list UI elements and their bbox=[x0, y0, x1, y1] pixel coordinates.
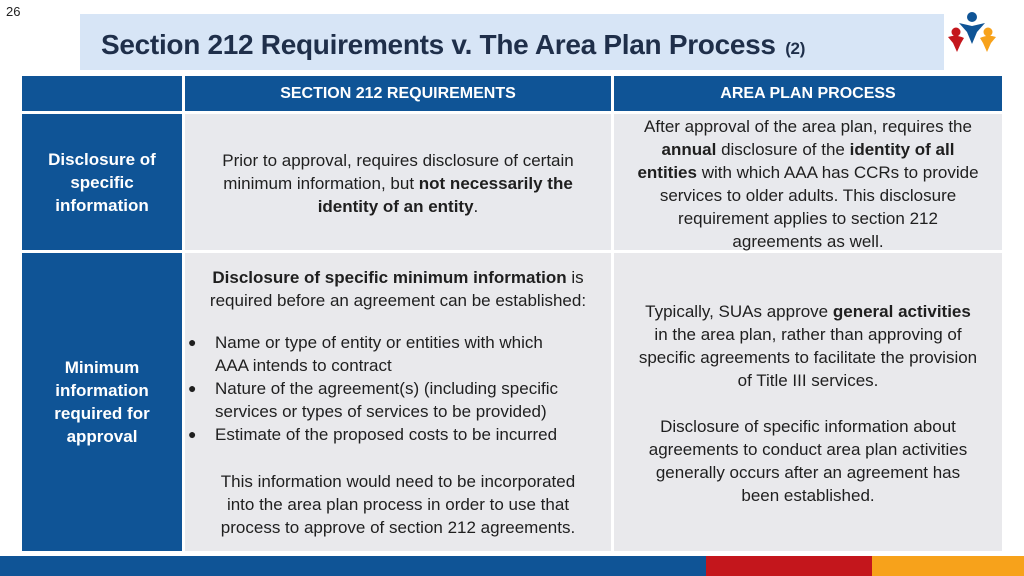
row-label-disclosure-text bbox=[22, 148, 182, 217]
cell-minimum-info-section212 bbox=[185, 253, 611, 551]
title-banner bbox=[80, 14, 944, 70]
list-item bbox=[185, 331, 607, 377]
text-plain: disclosure of the bbox=[716, 140, 850, 159]
text-line bbox=[614, 161, 1002, 184]
text-plain: . bbox=[473, 197, 479, 216]
people-logo-icon bbox=[944, 8, 1000, 56]
text-line: requirement applies to section 212 bbox=[678, 209, 938, 228]
footer-bar-orange bbox=[872, 556, 1024, 576]
label-line: Minimum bbox=[64, 358, 140, 377]
row-label-minimum-info bbox=[22, 253, 182, 551]
text-line: After approval of the area plan, requires the bbox=[644, 117, 972, 136]
list-item bbox=[185, 377, 607, 423]
page-title-suffix: (2) bbox=[785, 39, 806, 58]
text-line bbox=[189, 172, 607, 195]
text-line bbox=[189, 195, 607, 218]
row-label-minimum-info-text bbox=[22, 356, 182, 448]
label-line: approval bbox=[66, 427, 138, 446]
text-line: been established. bbox=[741, 486, 875, 505]
text-line: Estimate of the proposed costs to be incurred bbox=[215, 425, 558, 444]
minimum-info-closing bbox=[189, 470, 607, 539]
bullet-icon: ● bbox=[188, 426, 197, 442]
text-line: Nature of the agreement(s) (including specific bbox=[215, 379, 558, 398]
text-line: process to approve of section 212 agreements. bbox=[220, 518, 576, 537]
header-area-plan bbox=[614, 76, 1002, 111]
minimum-info-intro bbox=[185, 266, 611, 312]
text-line: required before an agreement can be established: bbox=[209, 291, 587, 310]
text-line: Name or type of entity or entities with which bbox=[215, 333, 543, 352]
disclosure-section212-text bbox=[189, 149, 607, 218]
minimum-info-area-plan-p2 bbox=[614, 415, 1002, 507]
text-line: specific agreements to facilitate the provision bbox=[638, 348, 978, 367]
text-bold: not necessarily the bbox=[418, 174, 573, 193]
disclosure-area-plan-text bbox=[614, 115, 1002, 253]
text-line: AAA intends to contract bbox=[215, 356, 392, 375]
text-line: agreements as well. bbox=[732, 232, 884, 251]
text-plain: Typically, SUAs approve bbox=[645, 302, 833, 321]
cell-minimum-info-area-plan bbox=[614, 253, 1002, 551]
bullet-icon: ● bbox=[188, 380, 197, 396]
text-line: This information would need to be incorporated bbox=[220, 472, 576, 491]
text-line: in the area plan, rather than approving of bbox=[654, 325, 962, 344]
header-section212-label: SECTION 212 REQUIREMENTS bbox=[280, 84, 516, 102]
text-bold: general activities bbox=[832, 302, 971, 321]
text-line bbox=[614, 300, 1002, 323]
text-bold: entities bbox=[637, 163, 697, 182]
label-line: Disclosure of bbox=[48, 150, 156, 169]
page-title-main: Section 212 Requirements v. The Area Plan Process bbox=[101, 29, 776, 60]
header-section212 bbox=[185, 76, 611, 111]
text-bold: annual bbox=[661, 140, 717, 159]
text-plain: with which AAA has CCRs to provide bbox=[696, 163, 979, 182]
text-bold: identity of an entity bbox=[317, 197, 474, 216]
minimum-info-area-plan-p1 bbox=[614, 300, 1002, 392]
label-line: information bbox=[55, 196, 149, 215]
text-line: services to older adults. This disclosure bbox=[659, 186, 957, 205]
text-line: Disclosure of specific information about bbox=[660, 417, 956, 436]
header-area-plan-label: AREA PLAN PROCESS bbox=[720, 84, 896, 102]
text-line: services or types of services to be provided) bbox=[215, 402, 547, 421]
requirements-bullet-list bbox=[185, 331, 607, 446]
text-line: Prior to approval, requires disclosure of certain bbox=[222, 151, 574, 170]
page-number: 26 bbox=[6, 4, 21, 19]
text-line: of Title III services. bbox=[737, 371, 879, 390]
text-bold: Disclosure of specific minimum information bbox=[212, 268, 567, 287]
text-line bbox=[185, 266, 611, 289]
page-title bbox=[101, 29, 805, 61]
label-line: required for bbox=[54, 404, 150, 423]
text-line bbox=[614, 138, 1002, 161]
text-plain: minimum information, but bbox=[223, 174, 419, 193]
cell-disclosure-section212 bbox=[185, 114, 611, 250]
row-label-disclosure bbox=[22, 114, 182, 250]
list-item bbox=[185, 423, 607, 446]
text-line: generally occurs after an agreement has bbox=[655, 463, 961, 482]
footer-bar-red bbox=[706, 556, 872, 576]
label-line: specific bbox=[70, 173, 134, 192]
label-line: information bbox=[55, 381, 149, 400]
text-plain: is bbox=[566, 268, 584, 287]
footer-bar-blue bbox=[0, 556, 706, 576]
text-line: agreements to conduct area plan activities bbox=[648, 440, 968, 459]
bullet-icon: ● bbox=[188, 334, 197, 350]
text-line: into the area plan process in order to use that bbox=[226, 495, 570, 514]
cell-disclosure-area-plan bbox=[614, 114, 1002, 250]
header-corner-cell bbox=[22, 76, 182, 111]
text-bold: identity of all bbox=[849, 140, 955, 159]
